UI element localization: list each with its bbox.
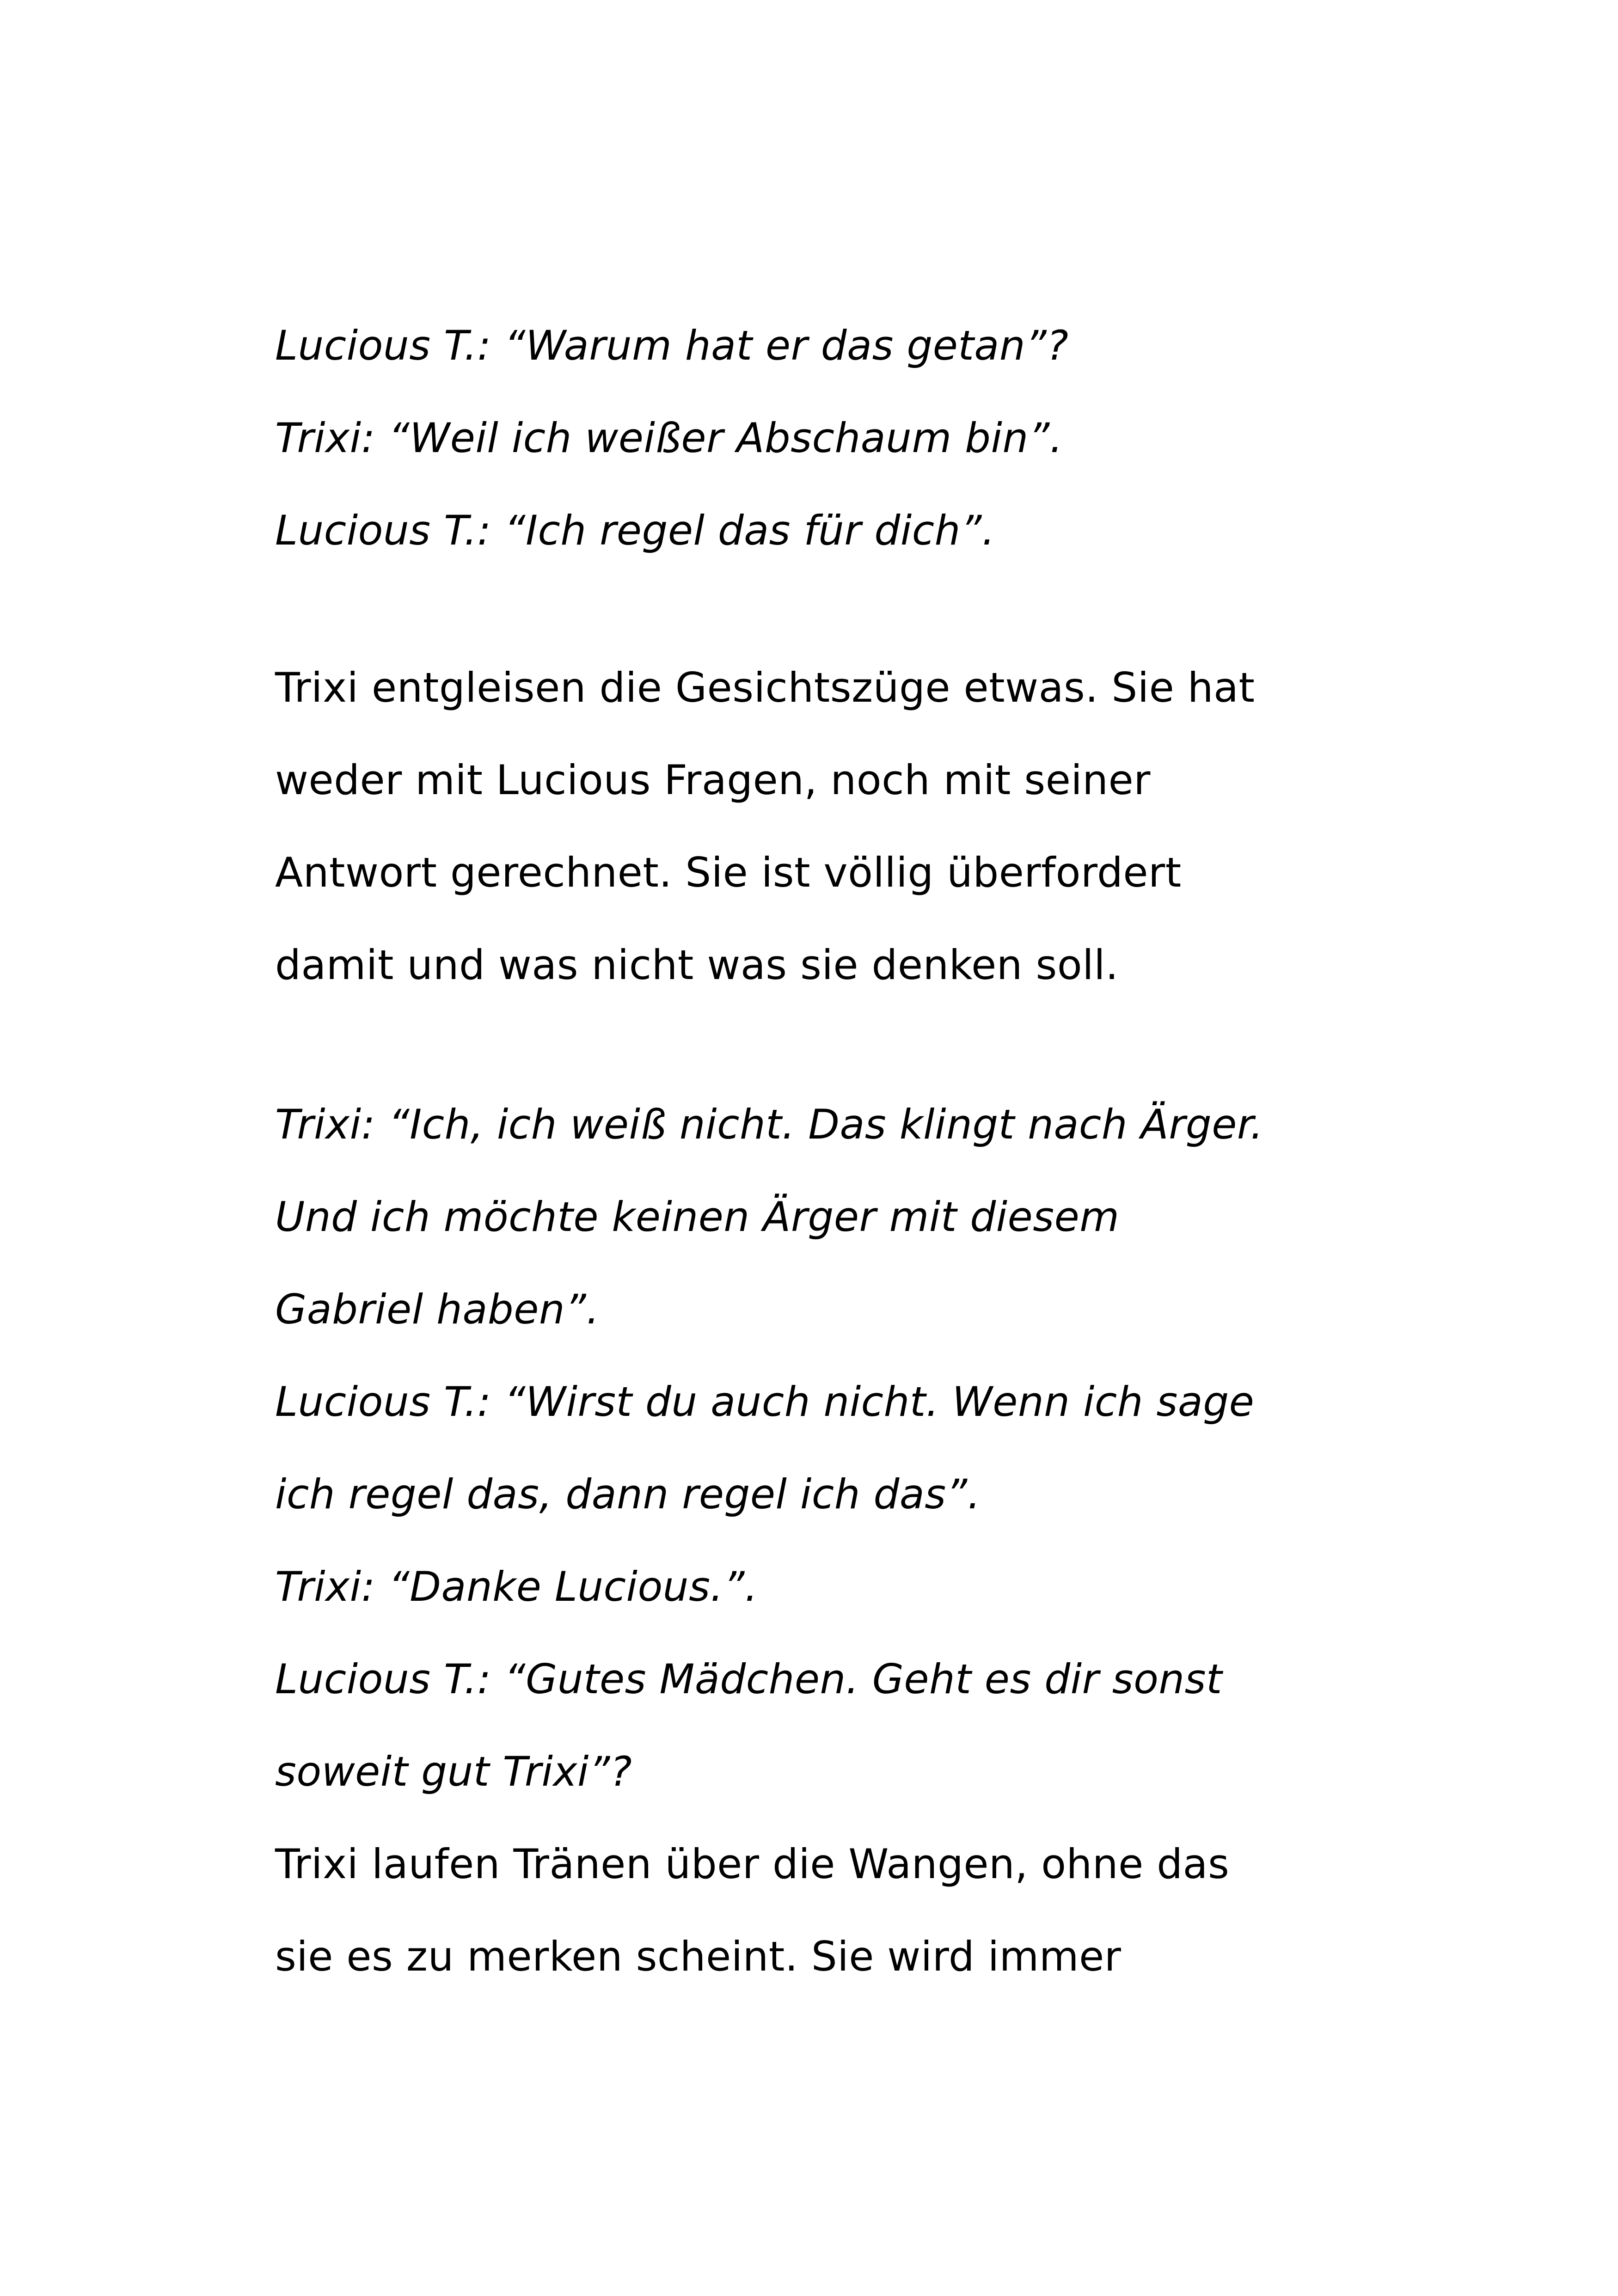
text-line-dialogue: Lucious T.: “Ich regel das für dich”. bbox=[275, 507, 995, 554]
text-line-narration: Trixi entgleisen die Gesichtszüge etwas. Sie hat bbox=[275, 664, 1255, 711]
text-line-dialogue: Trixi: “Danke Lucious.”. bbox=[275, 1563, 758, 1610]
text-line-dialogue: Gabriel haben”. bbox=[275, 1286, 600, 1333]
text-line-dialogue: ich regel das, dann regel ich das”. bbox=[275, 1470, 981, 1518]
text-line-dialogue: Lucious T.: “Gutes Mädchen. Geht es dir sonst bbox=[275, 1655, 1223, 1703]
text-line-dialogue: Trixi: “Ich, ich weiß nicht. Das klingt nach Ärger. bbox=[275, 1101, 1263, 1148]
text-line-narration: Trixi laufen Tränen über die Wangen, ohne das bbox=[275, 1840, 1230, 1888]
text-line-dialogue: soweit gut Trixi”? bbox=[275, 1748, 632, 1795]
text-line-narration: damit und was nicht was sie denken soll. bbox=[275, 941, 1119, 989]
text-line-narration: Antwort gerechnet. Sie ist völlig überfordert bbox=[275, 849, 1182, 896]
text-line-narration: sie es zu merken scheint. Sie wird immer bbox=[275, 1933, 1122, 1980]
text-line-dialogue: Trixi: “Weil ich weißer Abschaum bin”. bbox=[275, 414, 1063, 462]
text-line-dialogue: Lucious T.: “Warum hat er das getan”? bbox=[275, 322, 1069, 369]
text-line-dialogue: Lucious T.: “Wirst du auch nicht. Wenn ich sage bbox=[275, 1378, 1255, 1426]
text-line-narration: weder mit Lucious Fragen, noch mit seiner bbox=[275, 756, 1151, 804]
text-line-dialogue: Und ich möchte keinen Ärger mit diesem bbox=[275, 1193, 1120, 1241]
